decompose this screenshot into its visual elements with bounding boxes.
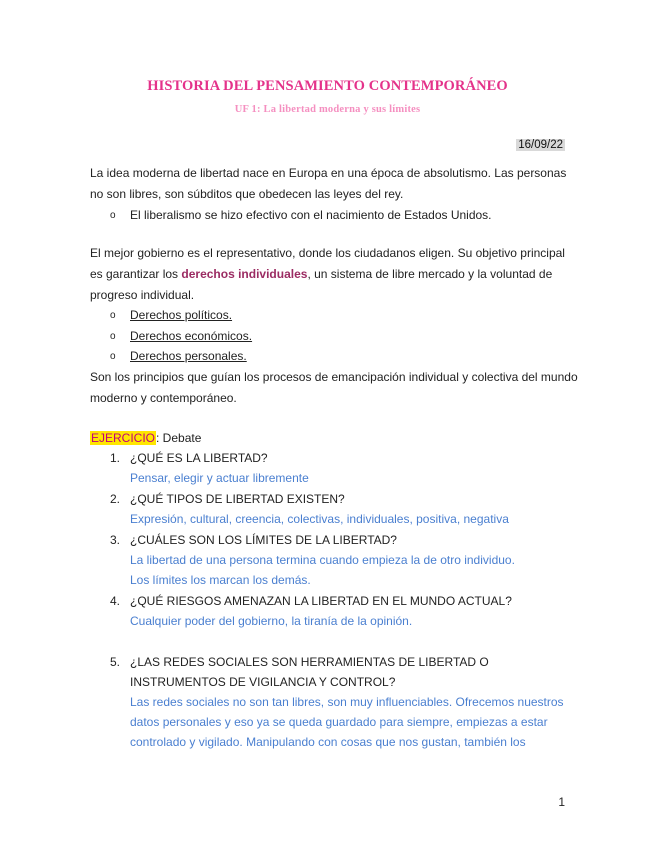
answer-text: Pensar, elegir y actuar libremente	[130, 471, 309, 485]
answer-text: controlado y vigilado. Manipulando con cosas que nos gustan, también los	[130, 735, 526, 749]
gobierno-line-1: El mejor gobierno es el representativo, donde los ciudadanos eligen. Su objetivo principal	[90, 246, 565, 260]
closing-line-2: moderno y contemporáneo.	[90, 391, 237, 405]
closing-line-1: Son los principios que guían los procesos de emancipación individual y colectiva del mundo	[90, 370, 578, 384]
answer-text: datos personales y eso ya se queda guardado para siempre, empiezas a estar	[130, 715, 548, 729]
bullet-circle-icon: o	[110, 351, 116, 362]
rights-list-item	[0, 346, 655, 367]
question-text: ¿LAS REDES SOCIALES SON HERRAMIENTAS DE LIBERTAD O	[130, 655, 489, 669]
gobierno-line-2-post: , un sistema de libre mercado y la voluntad de	[307, 267, 553, 281]
gobierno-line-2-pre: es garantizar los	[90, 267, 182, 281]
bullet-circle-icon: o	[110, 210, 116, 221]
answer-text: Las redes sociales no son tan libres, son muy influenciables. Ofrecemos nuestros	[130, 695, 564, 709]
intro-line-1: La idea moderna de libertad nace en Europa en una época de absolutismo. Las personas	[90, 166, 567, 180]
derechos-individuales-highlight: derechos individuales	[181, 267, 308, 281]
rights-list-item	[0, 305, 655, 326]
question-text: ¿QUÉ RIESGOS AMENAZAN LA LIBERTAD EN EL MUNDO ACTUAL?	[130, 594, 512, 608]
exercise-heading	[90, 428, 566, 449]
answer-text: Cualquier poder del gobierno, la tiranía de la opinión.	[130, 614, 413, 628]
question-number: 3.	[110, 533, 121, 547]
intro-line-2: no son libres, son súbditos que obedecen las leyes del rey.	[90, 187, 404, 201]
question-number: 5.	[110, 655, 121, 669]
right-label: Derechos económicos.	[130, 329, 253, 343]
answer-text: Expresión, cultural, creencia, colectivas, individuales, positiva, negativa	[130, 512, 509, 526]
document-title: HISTORIA DEL PENSAMIENTO CONTEMPORÁNEO	[147, 78, 508, 94]
question-text: ¿QUÉ TIPOS DE LIBERTAD EXISTEN?	[130, 492, 345, 506]
answer-text: La libertad de una persona termina cuando empieza la de otro individuo.	[130, 553, 515, 567]
rights-list-item	[0, 326, 655, 347]
right-label: Derechos personales.	[130, 349, 247, 363]
question-number: 4.	[110, 594, 121, 608]
document-date: 16/09/22	[518, 139, 563, 151]
intro-bullet-text: El liberalismo se hizo efectivo con el nacimiento de Estados Unidos.	[130, 208, 492, 222]
exercise-label: EJERCICIO	[91, 431, 156, 445]
bullet-circle-icon: o	[110, 331, 116, 342]
question-text: ¿QUÉ ES LA LIBERTAD?	[130, 451, 268, 465]
page-number: 1	[558, 795, 565, 809]
question-text: INSTRUMENTOS DE VIGILANCIA Y CONTROL?	[130, 675, 396, 689]
gobierno-line-3: progreso individual.	[90, 288, 195, 302]
question-number: 2.	[110, 492, 121, 506]
answer-text: Los límites los marcan los demás.	[130, 573, 311, 587]
bullet-circle-icon: o	[110, 310, 116, 321]
gobierno-line-2	[90, 264, 566, 285]
right-label: Derechos políticos.	[130, 308, 233, 322]
exercise-suffix: : Debate	[156, 431, 202, 445]
question-number: 1.	[110, 451, 121, 465]
document-subtitle: UF 1: La libertad moderna y sus límites	[234, 104, 421, 115]
intro-bullet	[0, 205, 655, 226]
question-text: ¿CUÁLES SON LOS LÍMITES DE LA LIBERTAD?	[130, 533, 397, 547]
